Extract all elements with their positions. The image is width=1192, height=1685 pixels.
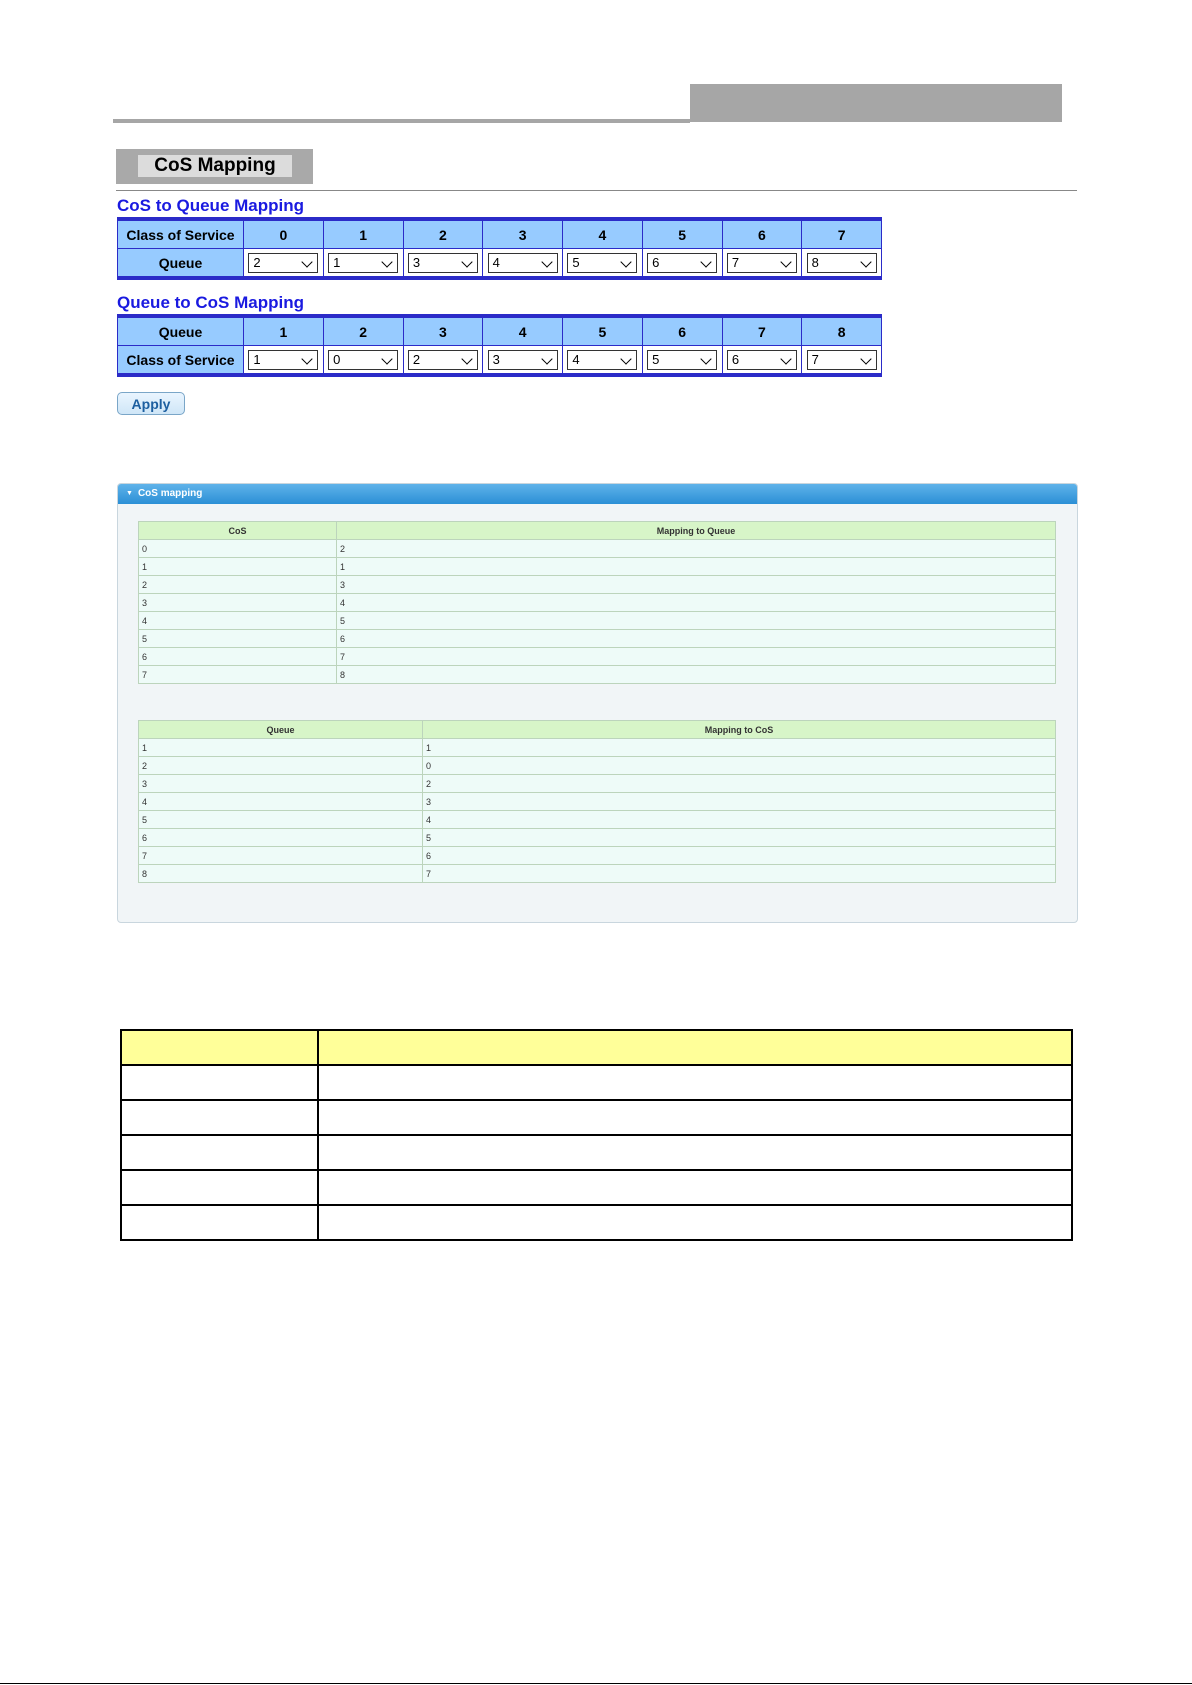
column-header: 6 <box>642 316 722 346</box>
table-cell: 3 <box>423 793 1056 811</box>
row-label-cos: Class of Service <box>118 346 244 376</box>
mapping-select[interactable] <box>328 253 398 273</box>
table-cell: 8 <box>139 865 423 883</box>
table-cell: 0 <box>423 757 1056 775</box>
table-cell: 2 <box>139 576 337 594</box>
desc-cell <box>121 1100 318 1135</box>
table-cell: 6 <box>337 630 1056 648</box>
column-header: 3 <box>483 219 563 249</box>
select-cell <box>483 249 563 279</box>
mapping-select[interactable] <box>488 350 558 370</box>
column-header: 2 <box>403 219 483 249</box>
table-cell: 7 <box>139 847 423 865</box>
select-cell <box>722 346 802 376</box>
table-cell: 1 <box>139 739 423 757</box>
table-row <box>139 540 1056 558</box>
mapping-select[interactable] <box>807 253 877 273</box>
table-row <box>139 630 1056 648</box>
column-header: 6 <box>722 219 802 249</box>
queue-to-cos-title: Queue to CoS Mapping <box>117 293 304 312</box>
select-value: 2 <box>412 351 421 367</box>
table-cell: 5 <box>423 829 1056 847</box>
desc-cell <box>121 1135 318 1170</box>
desc-header-cell <box>318 1030 1072 1065</box>
select-value: 7 <box>731 254 740 270</box>
select-cell <box>403 249 483 279</box>
mapping-select[interactable] <box>567 253 637 273</box>
chevron-down-icon <box>381 353 392 364</box>
select-value: 4 <box>492 254 500 270</box>
table-cell: 2 <box>337 540 1056 558</box>
table-row <box>139 648 1056 666</box>
select-value: 7 <box>811 351 819 367</box>
mapping-select[interactable] <box>727 350 797 370</box>
table-cell: 8 <box>337 666 1056 684</box>
table-row <box>139 666 1056 684</box>
table-cell: 3 <box>337 576 1056 594</box>
desc-cell <box>318 1135 1072 1170</box>
header-box <box>690 84 1062 122</box>
select-value: 4 <box>572 351 580 367</box>
table-cell: 6 <box>139 648 337 666</box>
header-rule <box>113 119 690 123</box>
table-cell: 7 <box>337 648 1056 666</box>
select-cell <box>244 346 324 376</box>
column-header: Mapping to CoS <box>423 721 1056 739</box>
column-header: 3 <box>403 316 483 346</box>
page-title: CoS Mapping <box>138 155 292 177</box>
table-cell: 2 <box>139 757 423 775</box>
table-cell: 2 <box>423 775 1056 793</box>
column-header: 7 <box>802 219 882 249</box>
column-header: 1 <box>244 316 324 346</box>
panel-title: CoS mapping <box>137 488 203 499</box>
table-cell: 4 <box>423 811 1056 829</box>
select-value: 5 <box>572 254 580 270</box>
desc-cell <box>318 1205 1072 1240</box>
queue-to-cos-table <box>117 314 882 377</box>
column-header: 8 <box>802 316 882 346</box>
select-cell <box>722 249 802 279</box>
table-row <box>139 739 1056 757</box>
select-cell <box>483 346 563 376</box>
table-row <box>139 775 1056 793</box>
select-cell <box>563 346 643 376</box>
column-header: 4 <box>483 316 563 346</box>
desc-cell <box>121 1205 318 1240</box>
row-label-cos: Class of Service <box>118 219 244 249</box>
row-label-queue: Queue <box>118 316 244 346</box>
apply-button[interactable]: Apply <box>117 392 185 415</box>
table-cell: 4 <box>139 793 423 811</box>
select-value: 1 <box>333 254 341 270</box>
description-table <box>120 1029 1073 1241</box>
chevron-down-icon <box>302 353 313 364</box>
table-row <box>139 558 1056 576</box>
chevron-down-icon <box>461 353 472 364</box>
table-cell: 7 <box>423 865 1056 883</box>
panel-header[interactable] <box>118 484 1077 504</box>
table-row <box>139 576 1056 594</box>
mapping-select[interactable] <box>328 350 398 370</box>
chevron-down-icon <box>461 256 472 267</box>
cos-mapping-panel <box>117 483 1078 923</box>
collapse-triangle-icon[interactable]: ▼ <box>126 490 133 497</box>
desc-cell <box>318 1065 1072 1100</box>
column-header: Mapping to Queue <box>337 522 1056 540</box>
table-row <box>139 594 1056 612</box>
table-row <box>139 847 1056 865</box>
chevron-down-icon <box>780 256 791 267</box>
mapping-select[interactable] <box>488 253 558 273</box>
column-header: 5 <box>563 316 643 346</box>
mapping-select[interactable] <box>807 350 877 370</box>
select-value: 8 <box>811 254 819 270</box>
table-cell: 0 <box>139 540 337 558</box>
chevron-down-icon <box>780 353 791 364</box>
desc-header-cell <box>121 1030 318 1065</box>
table-row <box>139 612 1056 630</box>
chevron-down-icon <box>302 256 313 267</box>
mapping-select[interactable] <box>647 350 717 370</box>
chevron-down-icon <box>860 256 871 267</box>
cos-to-queue-title: CoS to Queue Mapping <box>117 196 304 215</box>
table-cell: 3 <box>139 775 423 793</box>
column-header: 7 <box>722 316 802 346</box>
table-cell: 6 <box>139 829 423 847</box>
table-row <box>139 757 1056 775</box>
desc-cell <box>121 1065 318 1100</box>
cos-to-queue-table <box>117 217 882 280</box>
chevron-down-icon <box>541 256 552 267</box>
column-header: 1 <box>323 219 403 249</box>
desc-cell <box>318 1100 1072 1135</box>
mapping-select[interactable] <box>408 350 478 370</box>
title-divider <box>116 190 1077 191</box>
table-cell: 5 <box>337 612 1056 630</box>
mapping-select[interactable] <box>647 253 717 273</box>
mapping-select[interactable] <box>248 350 318 370</box>
table-row <box>139 793 1056 811</box>
table-cell: 4 <box>337 594 1056 612</box>
table-cell: 1 <box>337 558 1056 576</box>
chevron-down-icon <box>700 256 711 267</box>
column-header: 4 <box>563 219 643 249</box>
select-cell <box>802 346 882 376</box>
queue-mapping-status-table <box>138 720 1056 883</box>
select-cell <box>323 346 403 376</box>
chevron-down-icon <box>621 256 632 267</box>
cos-mapping-status-table <box>138 521 1056 684</box>
select-cell <box>642 346 722 376</box>
column-header: 5 <box>642 219 722 249</box>
mapping-select[interactable] <box>727 253 797 273</box>
select-value: 0 <box>333 351 341 367</box>
mapping-select[interactable] <box>408 253 478 273</box>
table-cell: 4 <box>139 612 337 630</box>
select-cell <box>403 346 483 376</box>
table-cell: 5 <box>139 811 423 829</box>
select-cell <box>802 249 882 279</box>
mapping-select[interactable] <box>567 350 637 370</box>
table-row <box>139 865 1056 883</box>
select-value: 2 <box>253 254 261 270</box>
mapping-select[interactable] <box>248 253 318 273</box>
table-cell: 1 <box>139 558 337 576</box>
table-cell: 5 <box>139 630 337 648</box>
table-cell: 6 <box>423 847 1056 865</box>
select-value: 3 <box>412 254 421 270</box>
footer-rule <box>0 1683 1192 1684</box>
select-value: 6 <box>731 351 740 367</box>
select-value: 6 <box>652 254 660 270</box>
page-title-tab <box>116 149 313 184</box>
column-header: CoS <box>139 522 337 540</box>
desc-cell <box>318 1170 1072 1205</box>
select-cell <box>244 249 324 279</box>
chevron-down-icon <box>700 353 711 364</box>
select-value: 3 <box>492 351 500 367</box>
row-label-queue: Queue <box>118 249 244 279</box>
table-cell: 7 <box>139 666 337 684</box>
table-row <box>139 829 1056 847</box>
chevron-down-icon <box>381 256 392 267</box>
table-cell: 1 <box>423 739 1056 757</box>
select-value: 1 <box>253 351 261 367</box>
select-cell <box>323 249 403 279</box>
desc-cell <box>121 1170 318 1205</box>
column-header: 0 <box>244 219 324 249</box>
table-row <box>139 811 1056 829</box>
column-header: Queue <box>139 721 423 739</box>
select-cell <box>563 249 643 279</box>
table-cell: 3 <box>139 594 337 612</box>
chevron-down-icon <box>621 353 632 364</box>
select-cell <box>642 249 722 279</box>
chevron-down-icon <box>541 353 552 364</box>
column-header: 2 <box>323 316 403 346</box>
chevron-down-icon <box>860 353 871 364</box>
select-value: 5 <box>652 351 660 367</box>
